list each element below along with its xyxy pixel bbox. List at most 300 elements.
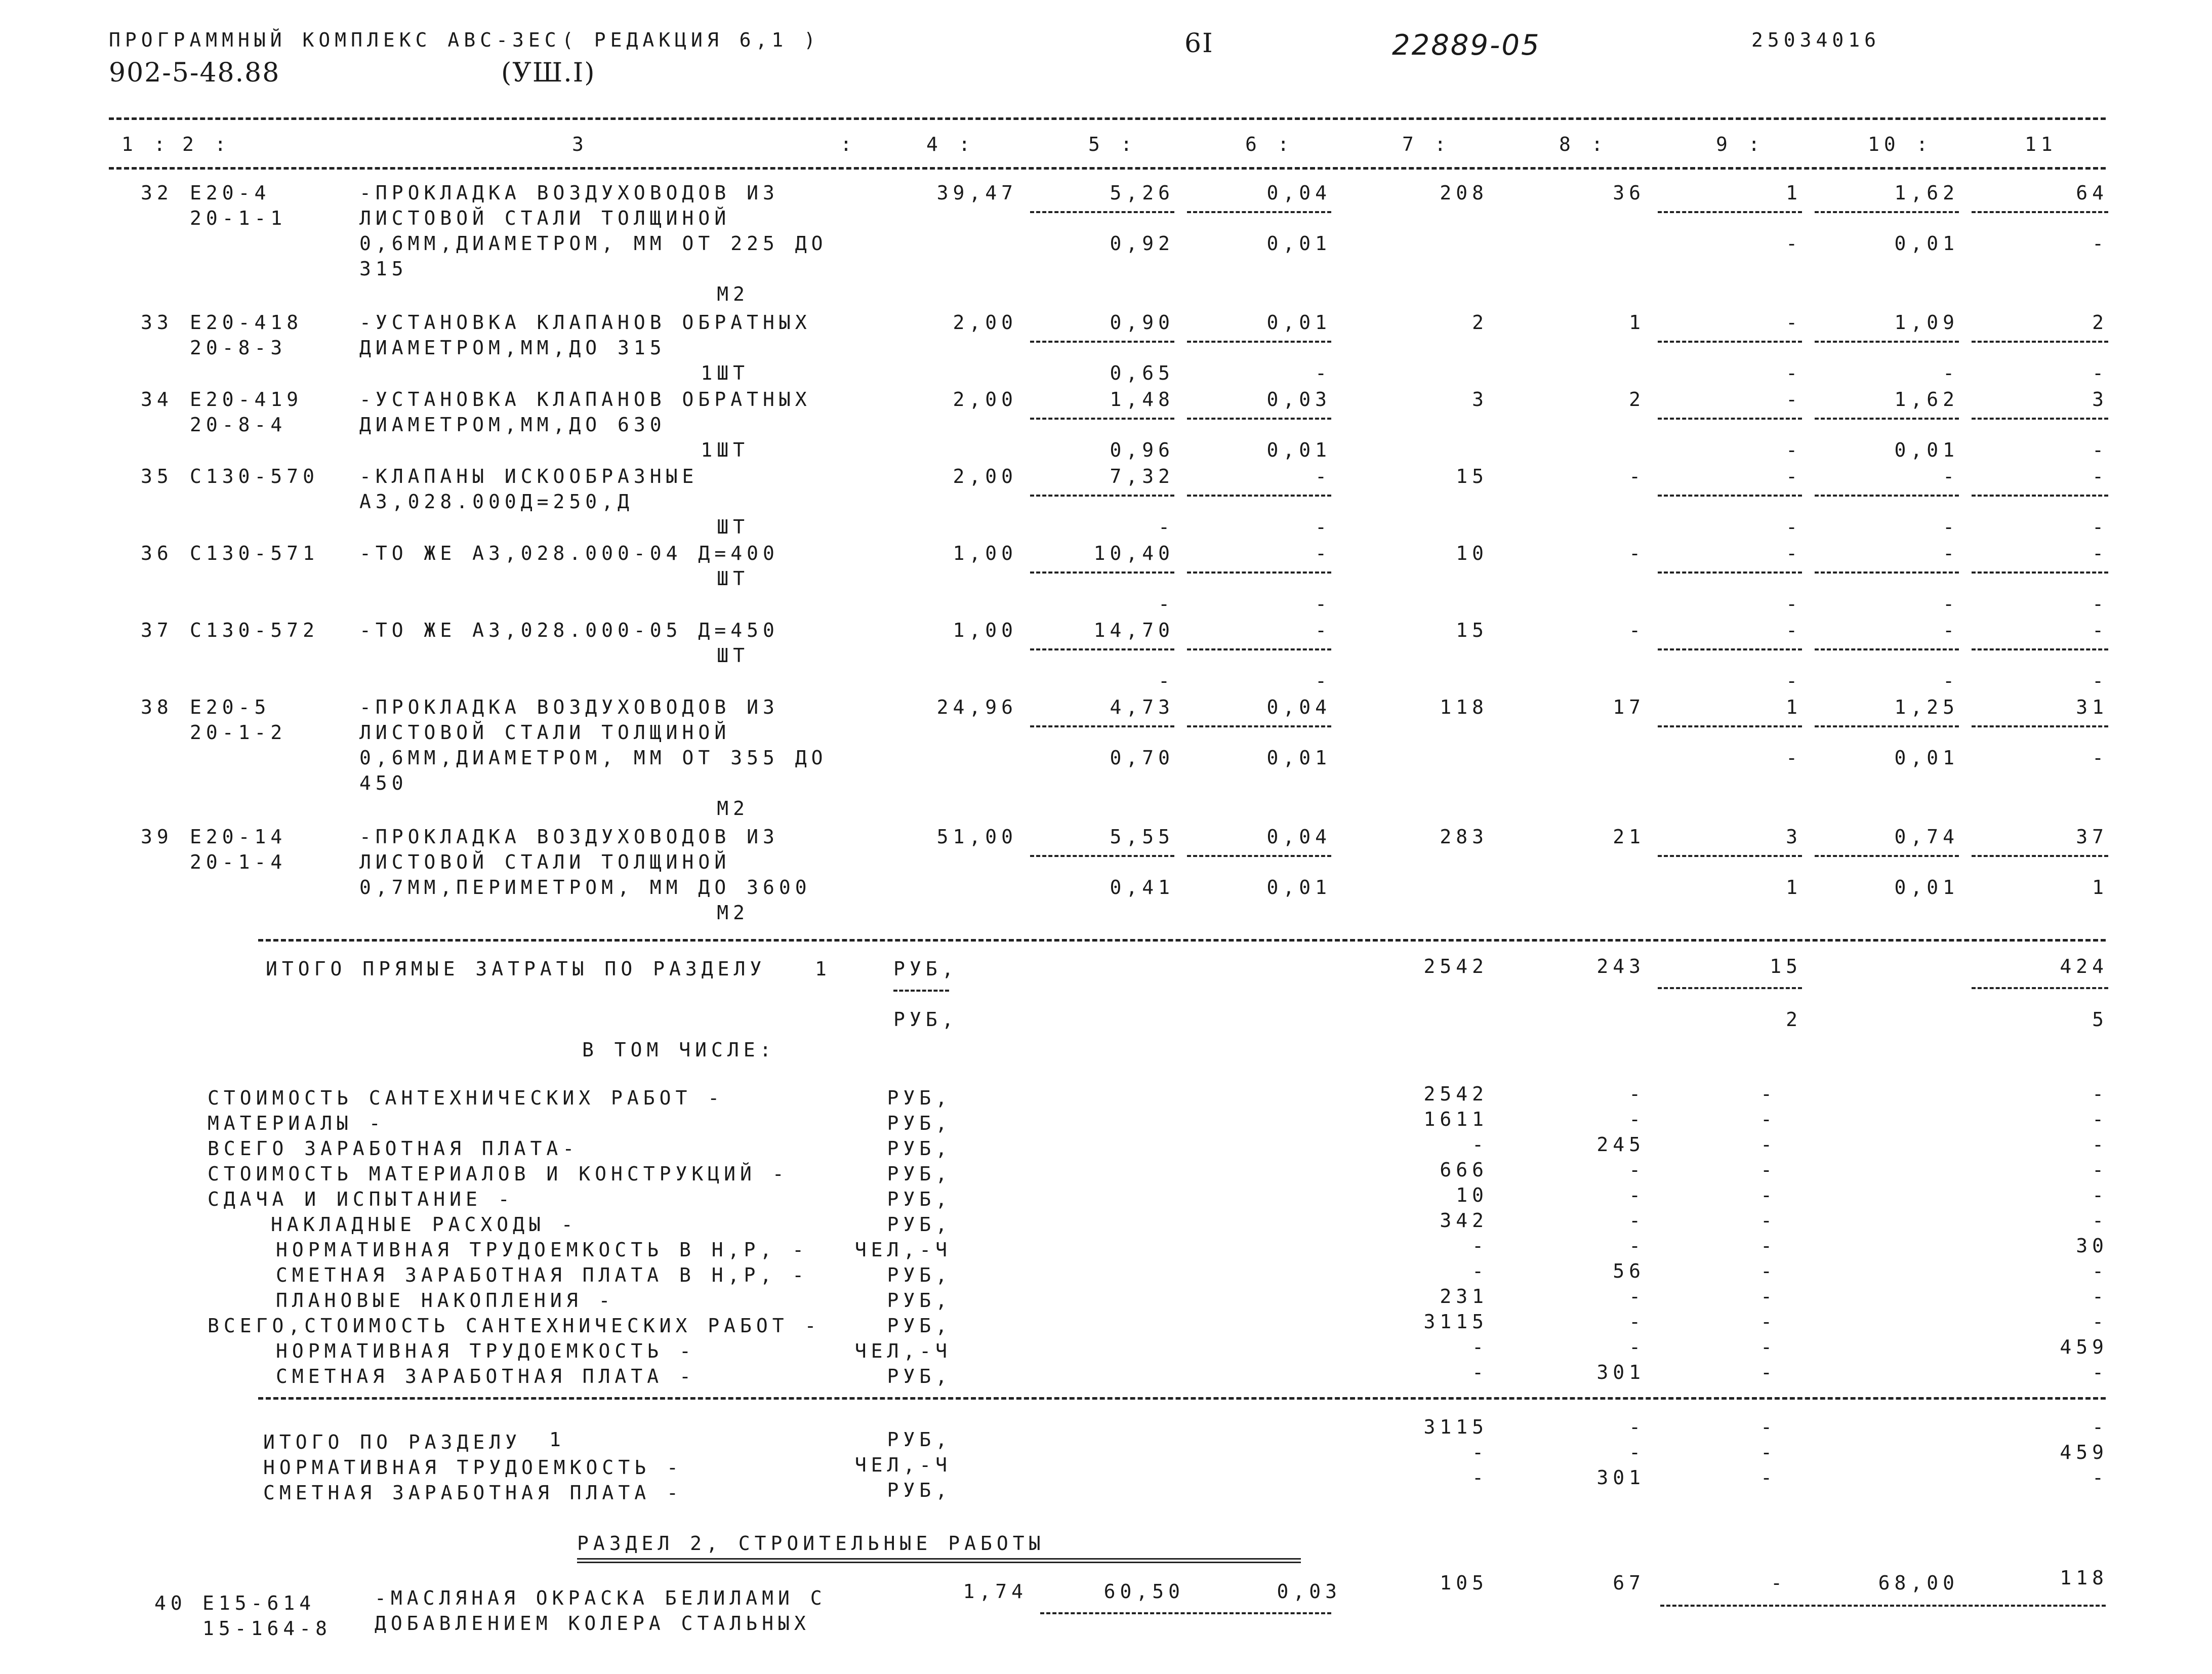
summary-machines: - xyxy=(1760,1184,1777,1206)
machine-cost-sub: - xyxy=(1786,516,1802,538)
unit-cost: 1,48 xyxy=(1110,388,1174,411)
row-description: -ПРОКЛАДКА ВОЗДУХОВОДОВ ИЗ xyxy=(359,696,779,718)
section-2-title: РАЗДЕЛ 2, СТРОИТЕЛЬНЫЕ РАБОТЫ xyxy=(577,1532,1045,1555)
total-labor-sub: - xyxy=(2092,593,2108,615)
cell-divider xyxy=(1658,418,1802,420)
cell-divider xyxy=(1030,418,1174,420)
total-cost: 15 xyxy=(1456,465,1488,487)
cell-divider xyxy=(1187,648,1331,650)
summary-wages: 245 xyxy=(1596,1133,1645,1156)
total-labor: - xyxy=(2092,465,2108,487)
summary-cost: 342 xyxy=(1440,1209,1488,1232)
section-total-wages: - xyxy=(1629,1416,1645,1438)
total-labor-sub: - xyxy=(2092,670,2108,692)
unit-labor: 0,03 xyxy=(1266,388,1331,411)
labor-per-unit: 1,25 xyxy=(1894,696,1959,718)
unit-of-measure: М2 xyxy=(717,283,749,305)
unit-of-measure: ШТ xyxy=(717,567,749,590)
section-rule xyxy=(258,939,2106,942)
summary-labor: - xyxy=(2092,1159,2108,1181)
total-labor-sub: - xyxy=(2092,516,2108,538)
summary-unit: РУБ, xyxy=(887,1289,952,1312)
page-number: 6I xyxy=(1184,28,1214,59)
total-direct-labor: 424 xyxy=(2060,955,2108,977)
cell-divider xyxy=(1972,341,2108,343)
total-direct-labor-sub: 5 xyxy=(2092,1008,2108,1031)
summary-labor: - xyxy=(2092,1108,2108,1130)
total-direct-machines-sub: 2 xyxy=(1786,1008,1802,1031)
price-code: Е20-418 xyxy=(190,311,303,334)
section-total-machines: - xyxy=(1760,1416,1777,1438)
row-description: -ПРОКЛАДКА ВОЗДУХОВОДОВ ИЗ xyxy=(359,182,779,204)
project-number: 902-5-48.88 xyxy=(109,58,280,88)
cell-divider xyxy=(1030,211,1174,213)
cell-divider xyxy=(1187,211,1331,213)
machine-cost-sub: - xyxy=(1786,747,1802,769)
cell-divider xyxy=(1972,648,2108,650)
section-total-label: НОРМАТИВНАЯ ТРУДОЕМКОСТЬ - xyxy=(263,1456,683,1479)
summary-cost: 666 xyxy=(1440,1159,1488,1181)
summary-cost: - xyxy=(1472,1260,1488,1282)
summary-machines: - xyxy=(1760,1108,1777,1130)
row-description: -МАСЛЯНАЯ ОКРАСКА БЕЛИЛАМИ С xyxy=(375,1587,827,1609)
summary-labor: - xyxy=(2092,1184,2108,1206)
unit-cost-sub: - xyxy=(1158,516,1174,538)
summary-wages: - xyxy=(1629,1311,1645,1333)
machine-cost: 3 xyxy=(1786,826,1802,848)
header-bottom-rule xyxy=(109,167,2106,170)
machine-cost: - xyxy=(1786,311,1802,334)
labor-per-unit: 1,62 xyxy=(1894,388,1959,411)
row-number: 36 xyxy=(141,542,173,564)
summary-wages: - xyxy=(1629,1159,1645,1181)
total-wages: 67 xyxy=(1613,1572,1645,1594)
labor-per-unit-sub: 0,01 xyxy=(1894,439,1959,461)
section-total-unit: РУБ, xyxy=(887,1479,952,1501)
summary-unit: РУБ, xyxy=(887,1315,952,1337)
row-description: ЛИСТОВОЙ СТАЛИ ТОЛЩИНОЙ xyxy=(359,207,731,229)
labor-per-unit-sub: - xyxy=(1943,516,1959,538)
quantity: 2,00 xyxy=(953,465,1017,487)
labor-per-unit: - xyxy=(1943,465,1959,487)
labor-per-unit-sub: - xyxy=(1943,362,1959,384)
total-wages: 2 xyxy=(1629,388,1645,411)
cell-divider xyxy=(1972,987,2108,989)
summary-unit: ЧЕЛ,-Ч xyxy=(854,1340,952,1362)
summary-cost: 3115 xyxy=(1423,1311,1488,1333)
cell-divider xyxy=(1187,855,1331,857)
section-total-cost: - xyxy=(1472,1441,1488,1463)
summary-machines: - xyxy=(1760,1209,1777,1232)
total-cost: 15 xyxy=(1456,619,1488,641)
row-description: ЛИСТОВОЙ СТАЛИ ТОЛЩИНОЙ xyxy=(359,721,731,744)
machine-cost: 1 xyxy=(1786,696,1802,718)
summary-unit: РУБ, xyxy=(887,1365,952,1387)
summary-label: МАТЕРИАЛЫ - xyxy=(208,1112,385,1134)
section-total-number: 1 xyxy=(549,1428,565,1451)
summary-wages: - xyxy=(1629,1209,1645,1232)
cell-divider xyxy=(1972,211,2108,213)
summary-wages: - xyxy=(1629,1285,1645,1308)
cell-divider xyxy=(1815,341,1959,343)
row-description: 315 xyxy=(359,258,408,280)
summary-cost: 2542 xyxy=(1423,1083,1488,1105)
cell-divider xyxy=(1658,495,1802,497)
cell-divider xyxy=(1815,211,1959,213)
section-total-machines: - xyxy=(1760,1466,1777,1489)
price-code: С130-572 xyxy=(190,619,319,641)
unit-labor-sub: 0,01 xyxy=(1266,439,1331,461)
unit-labor: - xyxy=(1315,465,1331,487)
section-total-labor: - xyxy=(2092,1466,2108,1489)
summary-machines: - xyxy=(1760,1260,1777,1282)
unit-cost-sub: 0,65 xyxy=(1110,362,1174,384)
unit-cost: 7,32 xyxy=(1110,465,1174,487)
quantity: 1,00 xyxy=(953,619,1017,641)
total-direct-machines: 15 xyxy=(1770,955,1802,977)
section-total-unit: ЧЕЛ,-Ч xyxy=(854,1454,952,1476)
section-total-label: СМЕТНАЯ ЗАРАБОТНАЯ ПЛАТА - xyxy=(263,1482,683,1504)
cell-divider xyxy=(893,990,949,992)
row-number: 38 xyxy=(141,696,173,718)
machine-cost: - xyxy=(1786,388,1802,411)
cell-divider xyxy=(1815,495,1959,497)
summary-cost: - xyxy=(1472,1235,1488,1257)
summary-labor: - xyxy=(2092,1083,2108,1105)
machine-cost: - xyxy=(1771,1572,1787,1594)
unit-cost-sub: - xyxy=(1158,670,1174,692)
section-total-label: ИТОГО ПО РАЗДЕЛУ xyxy=(263,1431,522,1453)
column-header-cell: 2 : xyxy=(182,133,231,155)
summary-labor: - xyxy=(2092,1209,2108,1232)
row-description: ЛИСТОВОЙ СТАЛИ ТОЛЩИНОЙ xyxy=(359,851,731,873)
total-labor: 3 xyxy=(2092,388,2108,411)
total-wages: 1 xyxy=(1629,311,1645,334)
machine-cost-sub: - xyxy=(1786,362,1802,384)
summary-machines: - xyxy=(1760,1285,1777,1308)
labor-per-unit-sub: 0,01 xyxy=(1894,876,1959,899)
section-2-underline xyxy=(577,1558,1301,1563)
norm-code: 20-1-2 xyxy=(190,721,287,744)
total-labor: 31 xyxy=(2076,696,2108,718)
cell-divider xyxy=(1658,648,1802,650)
section-total-unit: РУБ, xyxy=(887,1428,952,1451)
cell-divider xyxy=(1030,495,1174,497)
cell-divider xyxy=(1660,1605,2106,1607)
price-code: Е20-5 xyxy=(190,696,271,718)
norm-code: 20-8-3 xyxy=(190,337,287,359)
cell-divider xyxy=(1030,341,1174,343)
unit-of-measure: 1ШТ xyxy=(701,439,749,461)
summary-unit: РУБ, xyxy=(887,1087,952,1109)
total-labor: 118 xyxy=(2060,1567,2108,1589)
unit-labor: - xyxy=(1315,542,1331,564)
summary-cost: 10 xyxy=(1456,1184,1488,1206)
unit-cost: 5,55 xyxy=(1110,826,1174,848)
total-wages: 36 xyxy=(1613,182,1645,204)
row-description: ДОБАВЛЕНИЕМ КОЛЕРА СТАЛЬНЫХ xyxy=(375,1612,810,1635)
summary-label: СМЕТНАЯ ЗАРАБОТНАЯ ПЛАТА В Н,Р, - xyxy=(276,1264,808,1286)
summary-label: СДАЧА И ИСПЫТАНИЕ - xyxy=(208,1188,514,1210)
row-description: 450 xyxy=(359,772,408,794)
machine-cost: - xyxy=(1786,619,1802,641)
cell-divider xyxy=(1030,855,1174,857)
labor-per-unit-sub: 0,01 xyxy=(1894,232,1959,255)
total-labor: 64 xyxy=(2076,182,2108,204)
unit-cost: 4,73 xyxy=(1110,696,1174,718)
cell-divider xyxy=(1815,571,1959,574)
total-cost: 283 xyxy=(1440,826,1488,848)
price-code: С130-571 xyxy=(190,542,319,564)
summary-labor: 459 xyxy=(2060,1336,2108,1358)
row-description: ДИАМЕТРОМ,ММ,ДО 630 xyxy=(359,414,666,436)
summary-cost: 231 xyxy=(1440,1285,1488,1308)
total-labor-sub: - xyxy=(2092,232,2108,255)
unit-cost: 14,70 xyxy=(1093,619,1174,641)
row-description: ДИАМЕТРОМ,ММ,ДО 315 xyxy=(359,337,666,359)
summary-machines: - xyxy=(1760,1311,1777,1333)
row-number: 33 xyxy=(141,311,173,334)
summary-labor: - xyxy=(2092,1361,2108,1383)
labor-per-unit-sub: 0,01 xyxy=(1894,747,1959,769)
unit-of-measure: ШТ xyxy=(717,644,749,667)
column-header-cell: 6 : xyxy=(1245,133,1294,155)
cell-divider xyxy=(1658,571,1802,574)
machine-cost-sub: - xyxy=(1786,670,1802,692)
section-total-machines: - xyxy=(1760,1441,1777,1463)
cell-divider xyxy=(1658,855,1802,857)
norm-code: 20-1-4 xyxy=(190,851,287,873)
row-description: -ТО ЖЕ А3,028.000-05 Д=450 xyxy=(359,619,779,641)
machine-cost: - xyxy=(1786,465,1802,487)
unit-labor-sub: 0,01 xyxy=(1266,876,1331,899)
total-wages: - xyxy=(1629,619,1645,641)
quantity: 2,00 xyxy=(953,388,1017,411)
labor-per-unit: 0,74 xyxy=(1894,826,1959,848)
cell-divider xyxy=(1815,725,1959,727)
unit-cost: 10,40 xyxy=(1093,542,1174,564)
summary-label: СТОИМОСТЬ САНТЕХНИЧЕСКИХ РАБОТ - xyxy=(208,1087,724,1109)
total-wages: - xyxy=(1629,465,1645,487)
unit-labor: 0,01 xyxy=(1266,311,1331,334)
row-description: -КЛАПАНЫ ИСКООБРАЗНЫЕ xyxy=(359,465,699,487)
cell-divider xyxy=(1972,418,2108,420)
section-total-labor: 459 xyxy=(2060,1441,2108,1463)
norm-code: 20-1-1 xyxy=(190,207,287,229)
summary-wages: - xyxy=(1629,1336,1645,1358)
summary-label: СТОИМОСТЬ МАТЕРИАЛОВ И КОНСТРУКЦИЙ - xyxy=(208,1163,789,1185)
cell-divider xyxy=(1187,495,1331,497)
row-number: 39 xyxy=(141,826,173,848)
cell-divider xyxy=(1815,648,1959,650)
cell-divider xyxy=(1187,341,1331,343)
cell-divider xyxy=(1187,418,1331,420)
row-number: 34 xyxy=(141,388,173,411)
column-header-cell: 10 : xyxy=(1868,133,1933,155)
price-code: Е20-4 xyxy=(190,182,271,204)
summary-unit: РУБ, xyxy=(887,1188,952,1210)
cell-divider xyxy=(1815,418,1959,420)
price-code: Е15-614 xyxy=(202,1592,316,1614)
summary-machines: - xyxy=(1760,1083,1777,1105)
labor-per-unit-sub: - xyxy=(1943,593,1959,615)
summary-machines: - xyxy=(1760,1361,1777,1383)
unit-cost: 0,90 xyxy=(1110,311,1174,334)
total-labor-sub: 1 xyxy=(2092,876,2108,899)
summary-machines: - xyxy=(1760,1133,1777,1156)
cell-divider xyxy=(1972,495,2108,497)
machine-cost-sub: - xyxy=(1786,439,1802,461)
summary-wages: - xyxy=(1629,1235,1645,1257)
total-labor: - xyxy=(2092,542,2108,564)
column-header-cell: 8 : xyxy=(1559,133,1608,155)
summary-wages: 301 xyxy=(1596,1361,1645,1383)
summary-wages: - xyxy=(1629,1184,1645,1206)
row-number: 35 xyxy=(141,465,173,487)
row-description: 0,7ММ,ПЕРИМЕТРОМ, ММ ДО 3600 xyxy=(359,876,811,899)
section-total-cost: - xyxy=(1472,1466,1488,1489)
total-labor-sub: - xyxy=(2092,439,2108,461)
column-header-cell: 9 : xyxy=(1716,133,1765,155)
price-code: С130-570 xyxy=(190,465,319,487)
cell-divider xyxy=(1972,725,2108,727)
unit-labor-sub: - xyxy=(1315,362,1331,384)
section-total-cost: 3115 xyxy=(1423,1416,1488,1438)
total-cost: 208 xyxy=(1440,182,1488,204)
summary-unit: РУБ, xyxy=(887,1163,952,1185)
row-description: -ТО ЖЕ А3,028.000-04 Д=400 xyxy=(359,542,779,564)
unit-of-measure: 1ШТ xyxy=(701,362,749,384)
summary-label: НОРМАТИВНАЯ ТРУДОЕМКОСТЬ - xyxy=(276,1340,695,1362)
summary-cost: 1611 xyxy=(1423,1108,1488,1130)
unit-labor: - xyxy=(1315,619,1331,641)
unit-cost-sub: - xyxy=(1158,593,1174,615)
summary-cost: - xyxy=(1472,1133,1488,1156)
unit-labor-sub: - xyxy=(1315,593,1331,615)
including-label: В ТОМ ЧИСЛЕ: xyxy=(582,1039,776,1061)
cell-divider xyxy=(1815,855,1959,857)
quantity: 39,47 xyxy=(936,182,1017,204)
edition: ( РЕДАКЦИЯ 6,1 ) xyxy=(562,29,821,51)
cell-divider xyxy=(1972,571,2108,574)
header-top-rule xyxy=(109,117,2106,120)
quantity: 24,96 xyxy=(936,696,1017,718)
norm-code: 15-164-8 xyxy=(202,1617,332,1640)
quantity: 1,74 xyxy=(963,1580,1028,1603)
total-cost: 118 xyxy=(1440,696,1488,718)
cell-divider xyxy=(1658,211,1802,213)
unit-of-measure: М2 xyxy=(717,902,749,924)
row-description: -ПРОКЛАДКА ВОЗДУХОВОДОВ ИЗ xyxy=(359,826,779,848)
summary-labor: - xyxy=(2092,1311,2108,1333)
column-header-cell: 7 : xyxy=(1402,133,1451,155)
summary-label: НАКЛАДНЫЕ РАСХОДЫ - xyxy=(271,1213,578,1236)
total-labor-sub: - xyxy=(2092,747,2108,769)
labor-per-unit: - xyxy=(1943,542,1959,564)
total-direct-label: ИТОГО ПРЯМЫЕ ЗАТРАТЫ ПО РАЗДЕЛУ xyxy=(266,958,766,980)
summary-unit: РУБ, xyxy=(887,1213,952,1236)
labor-per-unit: 1,09 xyxy=(1894,311,1959,334)
cell-divider xyxy=(1187,571,1331,574)
column-header-cell: 3 xyxy=(572,133,588,155)
machine-cost-sub: 1 xyxy=(1786,876,1802,899)
summary-labor: - xyxy=(2092,1285,2108,1308)
norm-code: 20-8-4 xyxy=(190,414,287,436)
column-header-cell: 4 : xyxy=(926,133,975,155)
section-total-labor: - xyxy=(2092,1416,2108,1438)
total-wages: - xyxy=(1629,542,1645,564)
cell-divider xyxy=(1658,341,1802,343)
row-description: А3,028.000Д=250,Д xyxy=(359,491,634,513)
total-cost: 3 xyxy=(1472,388,1488,411)
cell-divider xyxy=(1972,855,2108,857)
quantity: 1,00 xyxy=(953,542,1017,564)
summary-wages: 56 xyxy=(1613,1260,1645,1282)
summary-label: ВСЕГО ЗАРАБОТНАЯ ПЛАТА- xyxy=(208,1137,579,1160)
price-code: Е20-14 xyxy=(190,826,287,848)
row-number: 32 xyxy=(141,182,173,204)
unit-of-measure: ШТ xyxy=(717,516,749,538)
total-labor: 2 xyxy=(2092,311,2108,334)
summary-unit: РУБ, xyxy=(887,1264,952,1286)
machine-cost: 1 xyxy=(1786,182,1802,204)
summary-label: ВСЕГО,СТОИМОСТЬ САНТЕХНИЧЕСКИХ РАБОТ - xyxy=(208,1315,821,1337)
row-description: 0,6ММ,ДИАМЕТРОМ, ММ ОТ 355 ДО xyxy=(359,747,828,769)
machine-cost: - xyxy=(1786,542,1802,564)
summary-labor: - xyxy=(2092,1133,2108,1156)
summary-labor: - xyxy=(2092,1260,2108,1282)
column-header-cell: 11 xyxy=(2025,133,2057,155)
unit-labor-sub: 0,01 xyxy=(1266,232,1331,255)
labor-per-unit: 68,00 xyxy=(1878,1572,1959,1594)
unit-labor: 0,04 xyxy=(1266,182,1331,204)
row-description: -УСТАНОВКА КЛАПАНОВ ОБРАТНЫХ xyxy=(359,388,811,411)
total-cost: 2 xyxy=(1472,311,1488,334)
unit-labor-sub: - xyxy=(1315,670,1331,692)
labor-per-unit: 1,62 xyxy=(1894,182,1959,204)
unit-labor-sub: - xyxy=(1315,516,1331,538)
labor-per-unit-sub: - xyxy=(1943,670,1959,692)
cell-divider xyxy=(1030,571,1174,574)
sheet-label: (УШ.I) xyxy=(501,58,596,88)
cell-divider xyxy=(1040,1612,1331,1614)
summary-machines: - xyxy=(1760,1336,1777,1358)
summary-unit: РУБ, xyxy=(887,1112,952,1134)
total-wages: 17 xyxy=(1613,696,1645,718)
column-header-cell: 5 : xyxy=(1088,133,1137,155)
summary-unit: РУБ, xyxy=(887,1137,952,1160)
row-number: 40 xyxy=(154,1592,187,1614)
summary-wages: - xyxy=(1629,1108,1645,1130)
summary-cost: - xyxy=(1472,1361,1488,1383)
unit-labor: 0,03 xyxy=(1277,1580,1341,1603)
row-description: -УСТАНОВКА КЛАПАНОВ ОБРАТНЫХ xyxy=(359,311,811,334)
column-header-cell: : xyxy=(840,133,856,155)
total-direct-unit: РУБ, xyxy=(893,958,958,980)
unit-cost-sub: 0,92 xyxy=(1110,232,1174,255)
program-name: ПРОГРАММНЫЙ КОМПЛЕКС АВС-3ЕС xyxy=(109,29,561,51)
total-cost: 10 xyxy=(1456,542,1488,564)
machine-cost-sub: - xyxy=(1786,593,1802,615)
quantity: 2,00 xyxy=(953,311,1017,334)
summary-cost: - xyxy=(1472,1336,1488,1358)
row-description: 0,6ММ,ДИАМЕТРОМ, ММ ОТ 225 ДО xyxy=(359,232,828,255)
total-direct-unit: РУБ, xyxy=(893,1008,958,1031)
quantity: 51,00 xyxy=(936,826,1017,848)
labor-per-unit: - xyxy=(1943,619,1959,641)
unit-of-measure: М2 xyxy=(717,797,749,820)
cell-divider xyxy=(1658,725,1802,727)
